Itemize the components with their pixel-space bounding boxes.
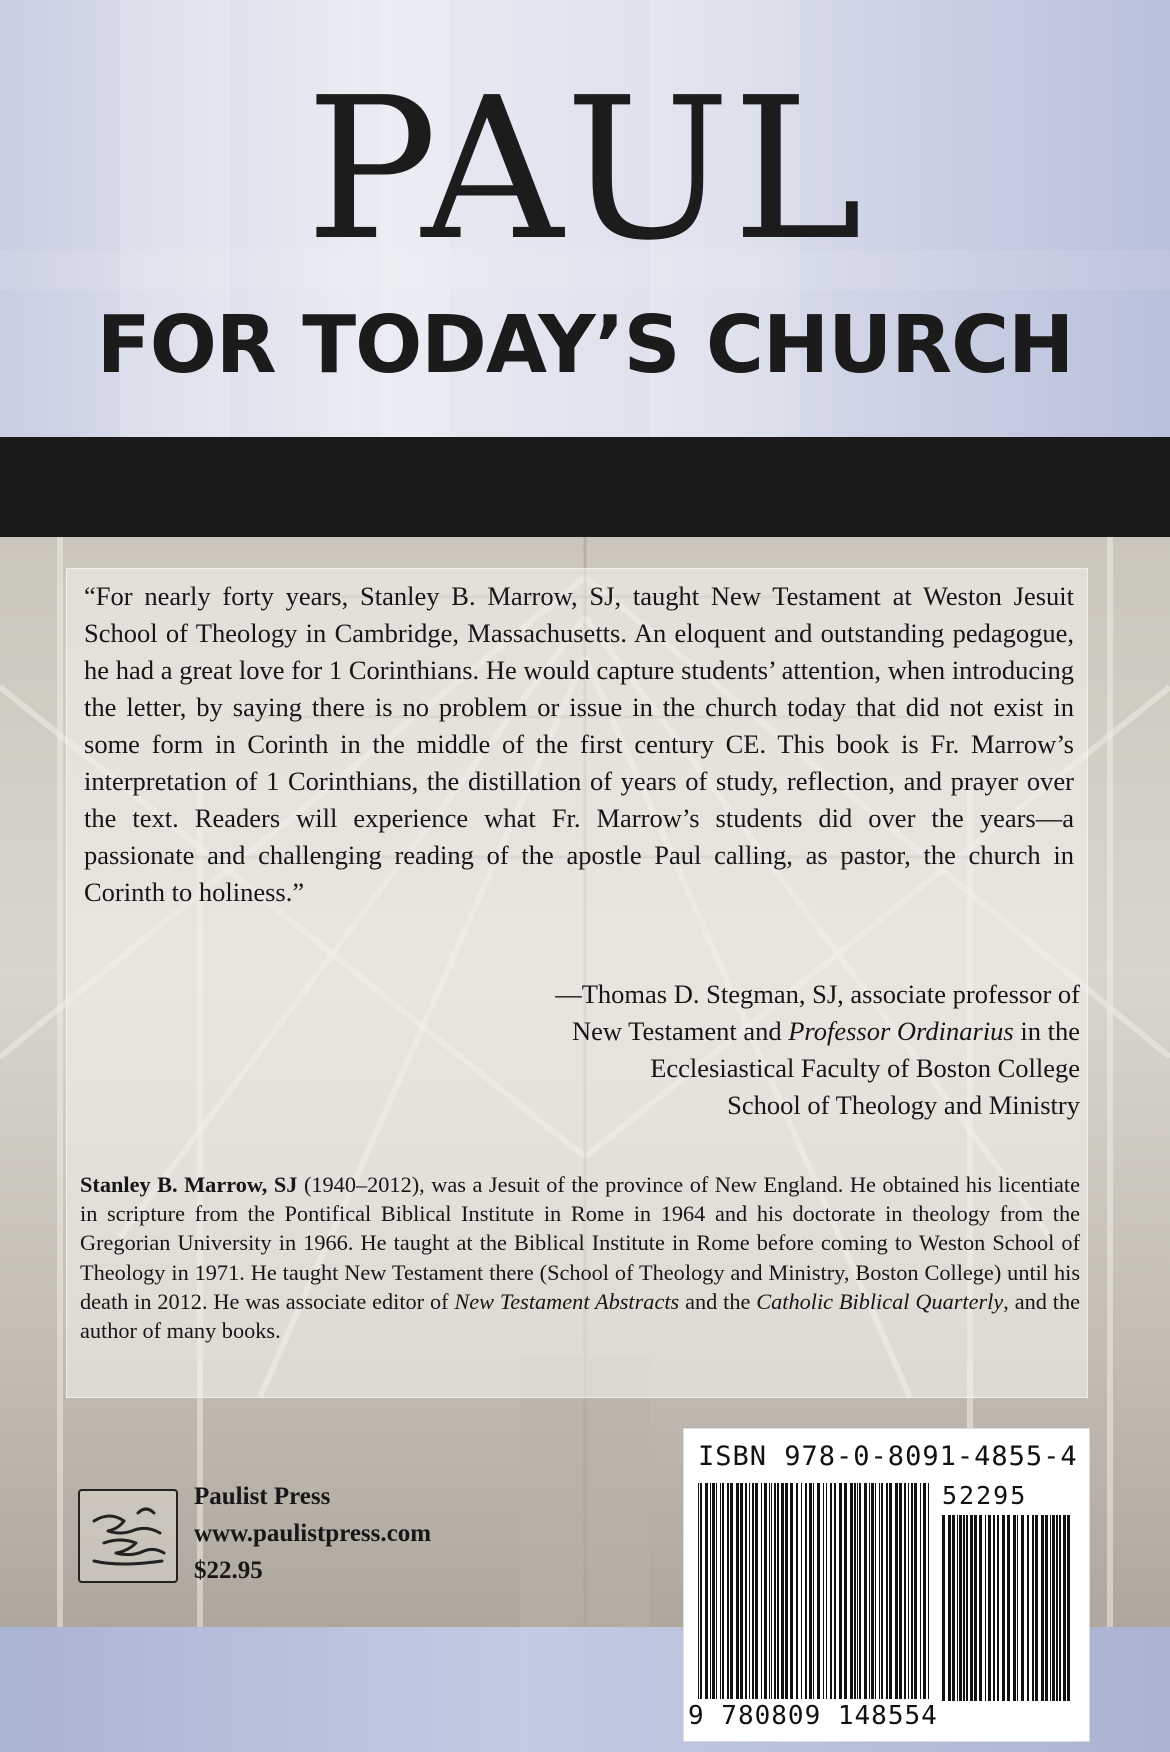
black-divider-band [0,437,1170,537]
barcode-bar [730,1483,733,1699]
barcode-bar [823,1483,824,1699]
barcode-bar [879,1483,880,1699]
barcode-bar [920,1483,921,1699]
barcode-bar [957,1515,958,1701]
barcode-bar [908,1483,909,1699]
barcode-bar [698,1483,699,1699]
book-title: PAUL [305,56,865,284]
barcode-bar [963,1515,965,1701]
attribution-line: —Thomas D. Stegman, SJ, associate professor of [555,979,1080,1009]
barcode-bar [740,1483,743,1699]
barcode-bar [774,1483,776,1699]
barcode-bar [781,1483,784,1699]
journal-title: Catholic Biblical Quarterly [756,1288,1004,1314]
barcode-bar [864,1483,867,1699]
barcode-bar [857,1483,858,1699]
barcode-bar [854,1483,856,1699]
barcode-label [683,1428,1090,1742]
isbn-number: ISBN 978-0-8091-4855-4 [698,1441,1078,1472]
barcode-bar [716,1483,717,1699]
ean-digits: 9 780809 148554 [688,1701,938,1731]
barcode-bar [1017,1515,1018,1701]
barcode-bar [1021,1515,1024,1701]
barcode-bar [785,1483,788,1699]
barcode-bar [859,1483,861,1699]
barcode-bar [1052,1515,1055,1701]
cover-header [0,0,1170,437]
barcode-bar [1067,1515,1070,1701]
barcode-bar [886,1483,888,1699]
barcode-bar [979,1515,982,1701]
barcode-bar [850,1483,853,1699]
barcode-bar [771,1483,772,1699]
barcode-bar [997,1515,999,1701]
barcode-bar [705,1483,708,1699]
endorsement-attribution [380,976,1080,1124]
barcode-bar [923,1483,926,1699]
barcode-bar [761,1483,762,1699]
barcode-bar [974,1515,977,1701]
author-bio: Stanley B. Marrow, SJ (1940–2012), was a Jesuit of the province of New England. He obtained his licentiate in scripture from the Pontifical Biblical Institute in Rome in 1964 and his doctorate in theology from the Gregorian University in 1966. He taught at the Biblical Institute in Rome before coming to Weston School of Theology in 1971. He taught New Testament there (School of Theology and Ministry, Boston College) until his death in 2012. He was associate editor of New Testament Abstracts and the Catholic Biblical Quarterly, and the author of many books. [80,1172,1081,1344]
barcode-bar [993,1515,995,1701]
barcode-bar [1045,1515,1048,1701]
barcode-bar [801,1483,802,1699]
barcode-bar [985,1515,986,1701]
barcode-bar [988,1515,991,1701]
barcode-bar [895,1483,898,1699]
barcode-bar [928,1483,929,1699]
barcode-bar [1007,1515,1010,1701]
barcode-bar [712,1483,715,1699]
barcode-bar [1063,1515,1066,1701]
barcode-bar [1056,1515,1058,1701]
barcode-bar [871,1483,874,1699]
barcode-bar [736,1483,739,1699]
barcode-bar [948,1515,951,1701]
barcode-bar [875,1483,876,1699]
barcode-bar [899,1483,902,1699]
barcode-bar [952,1515,955,1701]
author-name: Stanley B. Marrow, SJ [80,1172,298,1197]
barcode-bar [777,1483,779,1699]
barcode-bar [764,1483,767,1699]
barcode-bar [817,1483,820,1699]
barcode-bar [830,1483,832,1699]
barcode-bar [755,1483,758,1699]
barcode-bar [1050,1515,1051,1701]
book-price: $22.95 [194,1557,263,1584]
barcode-bar [1032,1515,1034,1701]
barcode-bar [1013,1515,1016,1701]
barcode-bar [1041,1515,1044,1701]
publisher-logo [78,1489,178,1583]
barcode-bar [749,1483,750,1699]
barcode-bar [720,1483,721,1699]
barcode-bar [790,1483,793,1699]
barcode-bar [826,1483,827,1699]
barcode-bar [970,1515,973,1701]
addon-barcode [942,1515,1072,1705]
barcode-bar [813,1483,814,1699]
barcode-bar [966,1515,968,1701]
price-code: 52295 [942,1481,1028,1510]
attribution-line: New Testament and Professor Ordinarius in the [572,1016,1080,1046]
barcode-bar [796,1483,798,1699]
barcode-bar [805,1483,807,1699]
barcode-bar [942,1515,945,1701]
attribution-line: School of Theology and Ministry [727,1090,1080,1120]
barcode-bar [710,1483,711,1699]
book-subtitle: FOR TODAY’S CHURCH [96,299,1074,391]
publisher-info [194,1478,431,1589]
barcode-bar [769,1483,770,1699]
barcode-bar [911,1483,913,1699]
barcode-bar [834,1483,836,1699]
barcode-bar [1002,1515,1005,1701]
barcode-bar [959,1515,962,1701]
attribution-line: Ecclesiastical Faculty of Boston College [650,1053,1080,1083]
barcode-bar [904,1483,906,1699]
barcode-bar [752,1483,754,1699]
barcode-bar [839,1483,842,1699]
barcode-bar [745,1483,747,1699]
journal-title: New Testament Abstracts [454,1288,680,1314]
barcode-bar [1035,1515,1038,1701]
barcode-bar [727,1483,729,1699]
endorsement-quote: “For nearly forty years, Stanley B. Marrow, SJ, taught New Testament at Weston Jesuit School of Theology in Cambridge, Massachusetts. An eloquent and outstanding pedagogue, he had a great love for 1 Corinthians. He would capture students’ attention, when introducing the letter, by saying there is no problem or issue in the church today that did not exist in some form in Corinth in the middle of the first century CE. This book is Fr. Marrow’s interpretation of 1 Corinthians, the distillation of years of study, reflection, and prayer over the text. Readers will experience what Fr. Marrow’s students did over the years—a passionate and challenging reading of the apostle Paul calling, as pastor, the church in Corinth to holiness.” [84,581,1074,907]
barcode-bar [914,1483,917,1699]
barcode-bar [844,1483,847,1699]
barcode-bar [889,1483,892,1699]
barcode-bar [1059,1515,1061,1701]
barcode-bar [881,1483,883,1699]
barcode-bar [869,1483,870,1699]
barcode-bar [809,1483,812,1699]
publisher-website: www.paulistpress.com [194,1520,432,1547]
barcode-bar [1027,1515,1029,1701]
dove-icon [80,1491,176,1581]
ean-barcode [698,1483,932,1705]
publisher-name: Paulist Press [194,1483,331,1510]
barcode-bar [722,1483,724,1699]
barcode-bar [700,1483,702,1699]
